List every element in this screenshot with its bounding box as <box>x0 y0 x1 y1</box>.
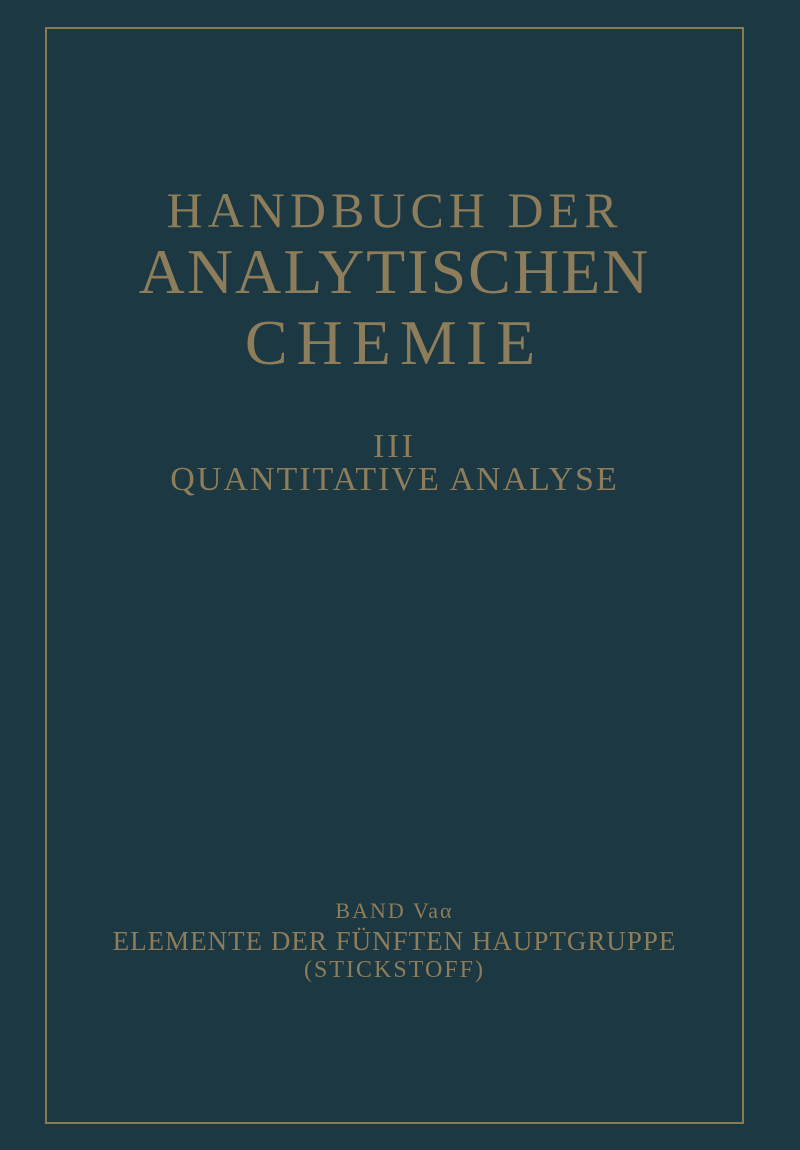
band-label: BAND Vaα <box>335 898 454 923</box>
volume-title: ELEMENTE DER FÜNFTEN HAUPTGRUPPE <box>112 926 677 956</box>
title-line-2: ANALYTISCHEN <box>138 236 651 307</box>
title-line-3: CHEMIE <box>244 307 545 378</box>
title-line-1: HANDBUCH DER <box>166 182 623 238</box>
volume-subtitle: (STICKSTOFF) <box>304 957 485 983</box>
part-number-roman: III <box>373 428 416 465</box>
part-name: QUANTITATIVE ANALYSE <box>170 461 619 498</box>
